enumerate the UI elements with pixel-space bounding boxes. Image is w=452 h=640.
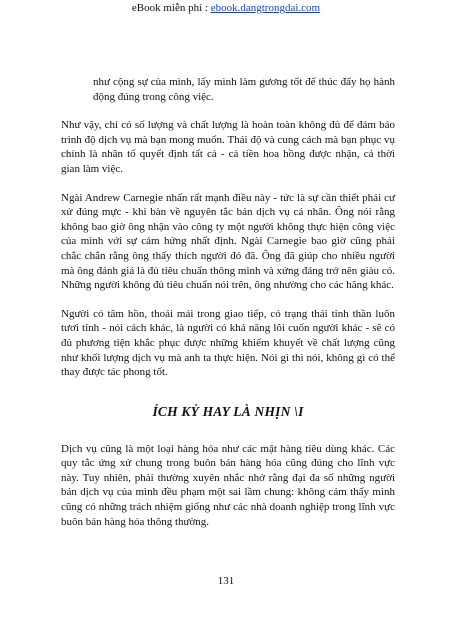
header-prefix: eBook miễn phí : [131,2,211,14]
header-link[interactable]: ebook.dangtrongdai.com [210,2,321,14]
body-paragraph-2: Như vậy, chỉ có số lượng và chất lượng là hoàn toàn không đủ để đảm bảo trình độ dịch vụ mà bạn mong muốn. Thái độ và cung cách mà bạn phục vụ chính là nhân tố quyết định tất cả - cả tiền hoa hồng được nhận, cả thời gian làm việc. [61,119,395,175]
body-paragraph-3: Ngài Andrew Carnegie nhấn rất mạnh điều này - tức là sự cần thiết phải cư xử đúng mực - khi bàn về nguyên tắc bán dịch vụ cá nhân. Ông nói rằng không bao giờ ông nhận vào công ty một người không thực hiện công việc của mình với sự cảm hứng nhất định. Ngài Carnegie bao giờ cũng phải chắc chắn rằng ông thấy thích người đó đã. Ông đã giúp cho nhiều người mà ông đánh giá là đủ tiêu chuẩn thông minh và xứng đáng trở nên giàu có. Những người không đủ tiêu chuẩn nói trên, ông nhường cho các hãng khác. [61,191,395,292]
body-paragraph-5: Dịch vụ cũng là một loại hàng hóa như các mặt hàng tiêu dùng khác. Các quy tắc ứng xử chung trong buôn bán hàng hóa cũng đúng cho lĩnh vực này. Tuy nhiên, phải thường xuyên nhắc nhở rằng đại đa số những người bán dịch vụ của mình đều phạm một sai lầm chung: không cảm thấy mình cũng có những trách nhiệm giống như các nhà doanh nghiệp trong lĩnh vực buôn bán hàng hóa thông thường. [61,442,395,528]
page-body [61,75,395,543]
page-number: 131 [217,575,235,587]
section-heading: ÍCH KỶ HAY LÀ NHỊN \I [152,403,304,419]
body-paragraph-1: như cộng sự của mình, lấy mình làm gương tốt để thúc đẩy họ hành động đúng trong công việc. [93,76,395,103]
page-header [0,1,452,15]
body-paragraph-4: Người có tâm hồn, thoải mái trong giao tiếp, có trạng thái tinh thần luôn tươi tỉnh - nói cách khác, là người có khả năng lôi cuốn người khác - sẽ có đủ phương tiện khắc phục được những khiếm khuyết về chất lượng cũng như khối lượng dịch vụ mà anh ta thực hiện. Nói gì thì nói, không gì có thể thay được tác phong tốt. [61,307,395,379]
